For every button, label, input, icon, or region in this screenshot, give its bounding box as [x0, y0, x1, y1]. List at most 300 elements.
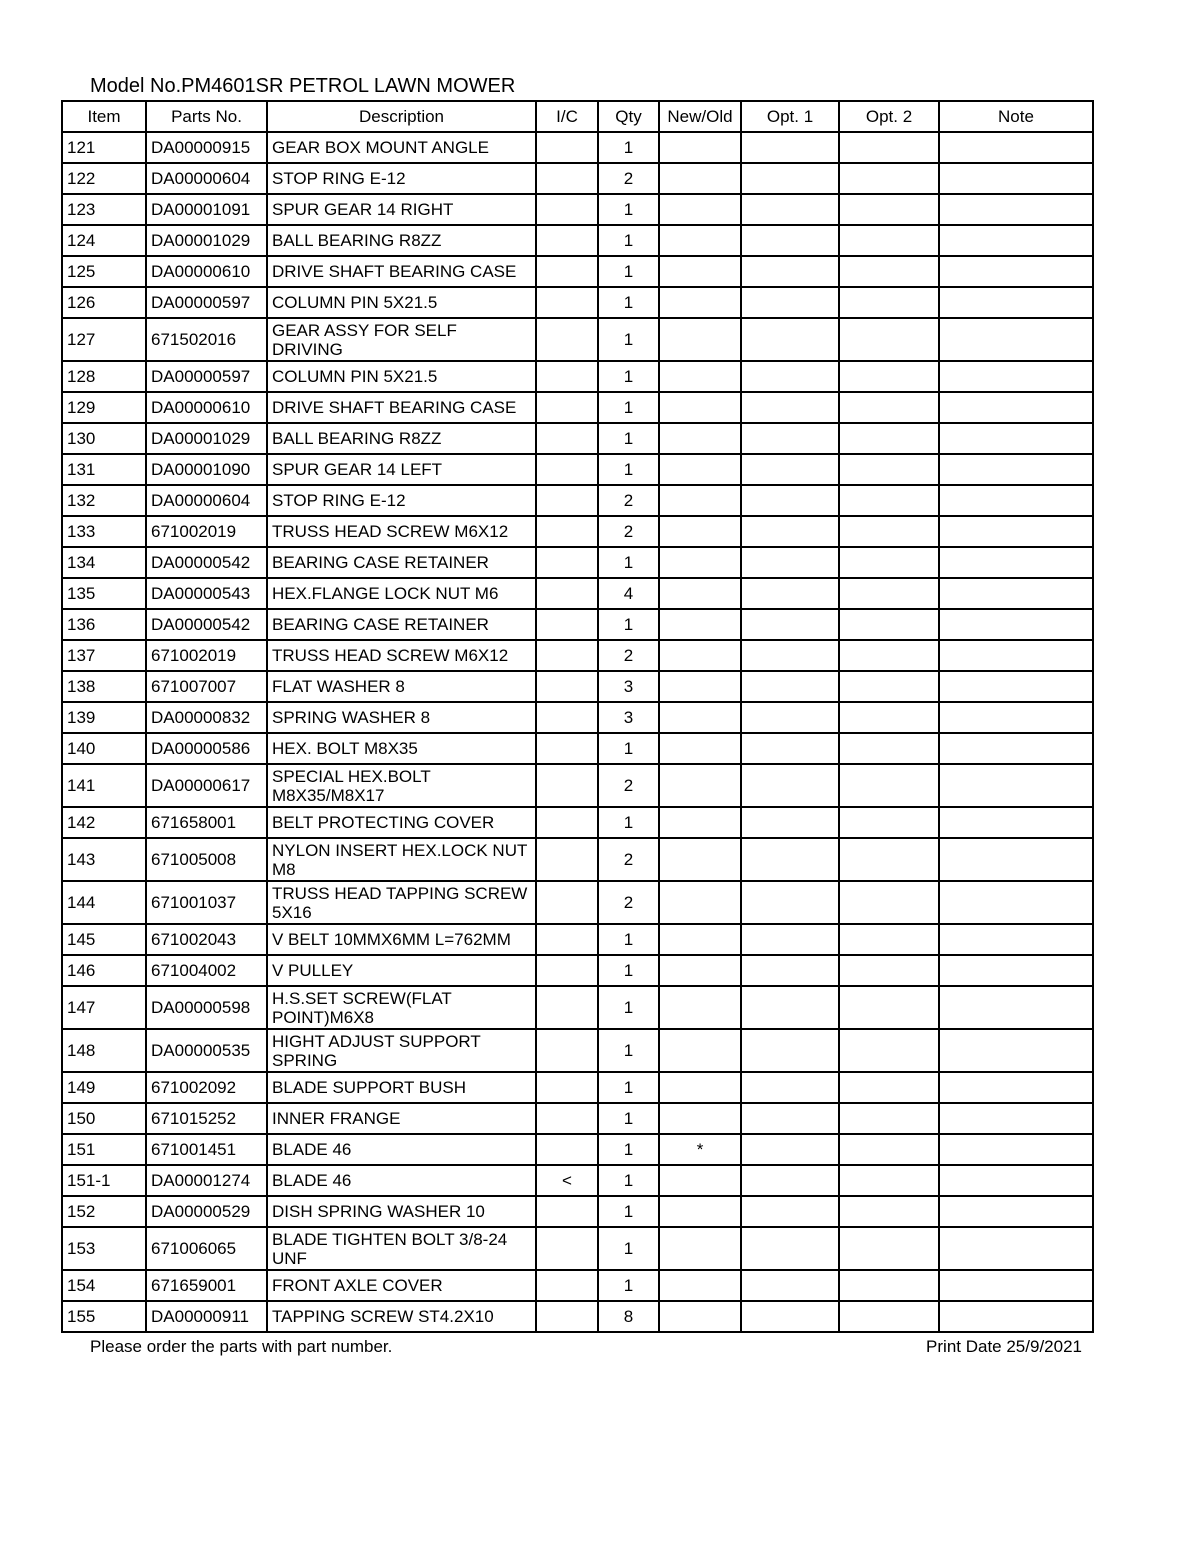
cell-parts-no: DA00000586	[146, 733, 267, 764]
cell-new-old	[659, 1165, 741, 1196]
cell-qty: 1	[598, 955, 659, 986]
cell-new-old	[659, 163, 741, 194]
cell-note	[939, 881, 1093, 924]
cell-parts-no: 671005008	[146, 838, 267, 881]
cell-opt-2	[839, 640, 939, 671]
cell-ic	[536, 1029, 598, 1072]
cell-opt-1	[741, 547, 839, 578]
cell-parts-no: DA00000604	[146, 485, 267, 516]
cell-new-old	[659, 733, 741, 764]
cell-ic	[536, 881, 598, 924]
cell-new-old	[659, 225, 741, 256]
document-title: Model No.PM4601SR PETROL LAWN MOWER	[90, 75, 516, 97]
cell-new-old	[659, 881, 741, 924]
cell-opt-1	[741, 318, 839, 361]
cell-parts-no: DA00001029	[146, 225, 267, 256]
cell-ic	[536, 1134, 598, 1165]
cell-item: 131	[62, 454, 146, 485]
cell-opt-1	[741, 361, 839, 392]
cell-ic	[536, 1196, 598, 1227]
cell-opt-1	[741, 640, 839, 671]
cell-ic	[536, 485, 598, 516]
cell-description: DISH SPRING WASHER 10	[267, 1196, 536, 1227]
cell-ic	[536, 924, 598, 955]
cell-parts-no: DA00000915	[146, 132, 267, 163]
cell-description: GEAR BOX MOUNT ANGLE	[267, 132, 536, 163]
cell-item: 140	[62, 733, 146, 764]
cell-opt-2	[839, 702, 939, 733]
cell-note	[939, 1103, 1093, 1134]
cell-ic	[536, 454, 598, 485]
cell-opt-2	[839, 1165, 939, 1196]
table-row	[62, 454, 1093, 485]
cell-new-old	[659, 454, 741, 485]
cell-item: 145	[62, 924, 146, 955]
cell-item: 152	[62, 1196, 146, 1227]
column-header-ic: I/C	[536, 101, 598, 132]
cell-parts-no: DA00001090	[146, 454, 267, 485]
column-header-opt-1: Opt. 1	[741, 101, 839, 132]
table-row	[62, 485, 1093, 516]
cell-description: SPRING WASHER 8	[267, 702, 536, 733]
cell-parts-no: DA00000610	[146, 256, 267, 287]
cell-item: 127	[62, 318, 146, 361]
cell-description: STOP RING E-12	[267, 485, 536, 516]
cell-new-old	[659, 609, 741, 640]
cell-opt-2	[839, 132, 939, 163]
cell-new-old	[659, 702, 741, 733]
cell-ic	[536, 671, 598, 702]
cell-qty: 1	[598, 1270, 659, 1301]
cell-qty: 2	[598, 485, 659, 516]
cell-opt-2	[839, 1301, 939, 1332]
cell-note	[939, 955, 1093, 986]
cell-qty: 1	[598, 1029, 659, 1072]
cell-new-old	[659, 924, 741, 955]
cell-description: BLADE 46	[267, 1134, 536, 1165]
cell-description: BELT PROTECTING COVER	[267, 807, 536, 838]
cell-parts-no: 671002092	[146, 1072, 267, 1103]
cell-description: COLUMN PIN 5X21.5	[267, 361, 536, 392]
cell-opt-2	[839, 485, 939, 516]
cell-description: V PULLEY	[267, 955, 536, 986]
cell-opt-1	[741, 194, 839, 225]
cell-new-old	[659, 318, 741, 361]
cell-item: 144	[62, 881, 146, 924]
cell-item: 149	[62, 1072, 146, 1103]
cell-note	[939, 609, 1093, 640]
cell-parts-no: DA00001091	[146, 194, 267, 225]
cell-description: HEX.FLANGE LOCK NUT M6	[267, 578, 536, 609]
table-row	[62, 361, 1093, 392]
cell-opt-1	[741, 516, 839, 547]
cell-note	[939, 578, 1093, 609]
print-date: Print Date 25/9/2021	[926, 1337, 1082, 1356]
cell-qty: 1	[598, 1134, 659, 1165]
cell-ic	[536, 361, 598, 392]
table-row	[62, 163, 1093, 194]
cell-parts-no: DA00001029	[146, 423, 267, 454]
cell-new-old	[659, 256, 741, 287]
column-header-note: Note	[939, 101, 1093, 132]
cell-opt-2	[839, 924, 939, 955]
cell-note	[939, 733, 1093, 764]
cell-qty: 2	[598, 163, 659, 194]
cell-new-old	[659, 578, 741, 609]
cell-opt-2	[839, 955, 939, 986]
cell-item: 122	[62, 163, 146, 194]
cell-opt-1	[741, 1103, 839, 1134]
table-row	[62, 764, 1093, 807]
cell-note	[939, 807, 1093, 838]
cell-new-old	[659, 547, 741, 578]
cell-opt-1	[741, 392, 839, 423]
table-row	[62, 1196, 1093, 1227]
cell-new-old	[659, 1196, 741, 1227]
cell-description: TRUSS HEAD SCREW M6X12	[267, 516, 536, 547]
cell-note	[939, 256, 1093, 287]
cell-parts-no: 671002019	[146, 640, 267, 671]
cell-parts-no: DA00000610	[146, 392, 267, 423]
cell-note	[939, 392, 1093, 423]
cell-ic	[536, 132, 598, 163]
table-row	[62, 881, 1093, 924]
table-row	[62, 671, 1093, 702]
cell-qty: 1	[598, 194, 659, 225]
cell-ic	[536, 1301, 598, 1332]
cell-qty: 2	[598, 764, 659, 807]
table-row	[62, 807, 1093, 838]
cell-item: 141	[62, 764, 146, 807]
cell-opt-1	[741, 1227, 839, 1270]
cell-item: 123	[62, 194, 146, 225]
cell-opt-1	[741, 807, 839, 838]
cell-item: 142	[62, 807, 146, 838]
cell-qty: 1	[598, 287, 659, 318]
table-row	[62, 1301, 1093, 1332]
cell-note	[939, 1227, 1093, 1270]
cell-description: FLAT WASHER 8	[267, 671, 536, 702]
cell-item: 126	[62, 287, 146, 318]
cell-opt-1	[741, 485, 839, 516]
cell-ic	[536, 1270, 598, 1301]
cell-ic	[536, 287, 598, 318]
cell-description: DRIVE SHAFT BEARING CASE	[267, 256, 536, 287]
parts-table	[61, 100, 1094, 1333]
table-row	[62, 225, 1093, 256]
cell-qty: 1	[598, 1103, 659, 1134]
cell-ic	[536, 702, 598, 733]
cell-qty: 1	[598, 132, 659, 163]
table-row	[62, 838, 1093, 881]
cell-opt-1	[741, 163, 839, 194]
cell-description: STOP RING E-12	[267, 163, 536, 194]
cell-note	[939, 640, 1093, 671]
cell-note	[939, 764, 1093, 807]
cell-item: 130	[62, 423, 146, 454]
cell-opt-2	[839, 1227, 939, 1270]
cell-opt-2	[839, 1103, 939, 1134]
cell-ic	[536, 986, 598, 1029]
cell-parts-no: DA00000604	[146, 163, 267, 194]
cell-item: 124	[62, 225, 146, 256]
cell-new-old	[659, 1072, 741, 1103]
cell-new-old	[659, 516, 741, 547]
cell-parts-no: 671002043	[146, 924, 267, 955]
cell-parts-no: 671002019	[146, 516, 267, 547]
table-row	[62, 547, 1093, 578]
cell-opt-2	[839, 881, 939, 924]
cell-opt-1	[741, 1072, 839, 1103]
cell-description: TAPPING SCREW ST4.2X10	[267, 1301, 536, 1332]
cell-description: BEARING CASE RETAINER	[267, 609, 536, 640]
cell-description: BLADE 46	[267, 1165, 536, 1196]
cell-qty: 2	[598, 881, 659, 924]
cell-note	[939, 132, 1093, 163]
cell-note	[939, 423, 1093, 454]
cell-opt-2	[839, 423, 939, 454]
cell-opt-1	[741, 955, 839, 986]
cell-new-old	[659, 1227, 741, 1270]
cell-note	[939, 287, 1093, 318]
cell-ic	[536, 578, 598, 609]
cell-opt-1	[741, 1134, 839, 1165]
column-header-parts-no: Parts No.	[146, 101, 267, 132]
cell-description: V BELT 10MMX6MM L=762MM	[267, 924, 536, 955]
table-row	[62, 423, 1093, 454]
table-row	[62, 702, 1093, 733]
cell-ic	[536, 163, 598, 194]
table-row	[62, 516, 1093, 547]
table-row	[62, 955, 1093, 986]
cell-description: BLADE SUPPORT BUSH	[267, 1072, 536, 1103]
table-row	[62, 578, 1093, 609]
cell-new-old	[659, 1270, 741, 1301]
cell-note	[939, 225, 1093, 256]
cell-ic	[536, 194, 598, 225]
cell-item: 137	[62, 640, 146, 671]
cell-opt-1	[741, 578, 839, 609]
cell-parts-no: 671006065	[146, 1227, 267, 1270]
cell-opt-2	[839, 361, 939, 392]
cell-item: 125	[62, 256, 146, 287]
cell-description: FRONT AXLE COVER	[267, 1270, 536, 1301]
cell-opt-2	[839, 733, 939, 764]
cell-ic	[536, 764, 598, 807]
cell-opt-2	[839, 807, 939, 838]
cell-item: 155	[62, 1301, 146, 1332]
cell-qty: 1	[598, 986, 659, 1029]
cell-description: BLADE TIGHTEN BOLT 3/8-24 UNF	[267, 1227, 536, 1270]
column-header-new-old: New/Old	[659, 101, 741, 132]
cell-description: SPECIAL HEX.BOLT M8X35/M8X17	[267, 764, 536, 807]
cell-opt-1	[741, 838, 839, 881]
cell-new-old	[659, 361, 741, 392]
cell-opt-2	[839, 986, 939, 1029]
cell-item: 138	[62, 671, 146, 702]
cell-ic	[536, 1072, 598, 1103]
cell-new-old	[659, 423, 741, 454]
cell-ic	[536, 1227, 598, 1270]
cell-note	[939, 1072, 1093, 1103]
cell-note	[939, 163, 1093, 194]
cell-parts-no: 671015252	[146, 1103, 267, 1134]
cell-opt-1	[741, 609, 839, 640]
cell-new-old	[659, 764, 741, 807]
cell-opt-2	[839, 225, 939, 256]
cell-qty: 3	[598, 702, 659, 733]
cell-opt-2	[839, 609, 939, 640]
cell-qty: 1	[598, 1165, 659, 1196]
cell-qty: 1	[598, 807, 659, 838]
cell-qty: 1	[598, 1072, 659, 1103]
cell-qty: 1	[598, 392, 659, 423]
cell-ic: <	[536, 1165, 598, 1196]
cell-item: 143	[62, 838, 146, 881]
cell-description: HIGHT ADJUST SUPPORT SPRING	[267, 1029, 536, 1072]
cell-opt-2	[839, 578, 939, 609]
cell-description: H.S.SET SCREW(FLAT POINT)M6X8	[267, 986, 536, 1029]
cell-new-old	[659, 392, 741, 423]
cell-new-old	[659, 132, 741, 163]
cell-opt-2	[839, 1270, 939, 1301]
cell-opt-2	[839, 838, 939, 881]
cell-qty: 1	[598, 1196, 659, 1227]
cell-parts-no: DA00000535	[146, 1029, 267, 1072]
table-row	[62, 287, 1093, 318]
cell-new-old	[659, 1103, 741, 1134]
cell-item: 129	[62, 392, 146, 423]
cell-description: COLUMN PIN 5X21.5	[267, 287, 536, 318]
cell-description: DRIVE SHAFT BEARING CASE	[267, 392, 536, 423]
cell-opt-1	[741, 1301, 839, 1332]
cell-qty: 2	[598, 838, 659, 881]
cell-new-old	[659, 838, 741, 881]
cell-parts-no: DA00000832	[146, 702, 267, 733]
cell-ic	[536, 955, 598, 986]
cell-opt-1	[741, 1165, 839, 1196]
cell-opt-1	[741, 881, 839, 924]
cell-opt-1	[741, 132, 839, 163]
cell-opt-2	[839, 1072, 939, 1103]
cell-qty: 2	[598, 516, 659, 547]
cell-item: 147	[62, 986, 146, 1029]
cell-item: 148	[62, 1029, 146, 1072]
table-row	[62, 1103, 1093, 1134]
cell-item: 151	[62, 1134, 146, 1165]
cell-note	[939, 1134, 1093, 1165]
table-row	[62, 924, 1093, 955]
cell-note	[939, 986, 1093, 1029]
cell-qty: 1	[598, 454, 659, 485]
cell-opt-1	[741, 1196, 839, 1227]
cell-opt-2	[839, 516, 939, 547]
cell-opt-2	[839, 318, 939, 361]
cell-qty: 1	[598, 1227, 659, 1270]
cell-item: 133	[62, 516, 146, 547]
cell-ic	[536, 225, 598, 256]
cell-item: 136	[62, 609, 146, 640]
cell-note	[939, 924, 1093, 955]
cell-parts-no: DA00000597	[146, 287, 267, 318]
cell-item: 132	[62, 485, 146, 516]
cell-note	[939, 671, 1093, 702]
cell-item: 135	[62, 578, 146, 609]
cell-qty: 2	[598, 640, 659, 671]
table-row	[62, 132, 1093, 163]
table-row	[62, 1227, 1093, 1270]
cell-description: BEARING CASE RETAINER	[267, 547, 536, 578]
cell-new-old	[659, 1029, 741, 1072]
cell-note	[939, 547, 1093, 578]
cell-item: 150	[62, 1103, 146, 1134]
table-row	[62, 318, 1093, 361]
cell-qty: 8	[598, 1301, 659, 1332]
cell-note	[939, 516, 1093, 547]
cell-parts-no: DA00000529	[146, 1196, 267, 1227]
table-row	[62, 1029, 1093, 1072]
cell-new-old	[659, 1301, 741, 1332]
cell-note	[939, 702, 1093, 733]
cell-note	[939, 838, 1093, 881]
cell-opt-2	[839, 163, 939, 194]
cell-description: SPUR GEAR 14 LEFT	[267, 454, 536, 485]
cell-opt-1	[741, 764, 839, 807]
cell-ic	[536, 733, 598, 764]
cell-opt-1	[741, 287, 839, 318]
cell-ic	[536, 318, 598, 361]
cell-description: INNER FRANGE	[267, 1103, 536, 1134]
cell-new-old	[659, 955, 741, 986]
cell-opt-2	[839, 764, 939, 807]
cell-item: 139	[62, 702, 146, 733]
column-header-opt-2: Opt. 2	[839, 101, 939, 132]
cell-opt-2	[839, 547, 939, 578]
cell-parts-no: 671001037	[146, 881, 267, 924]
cell-qty: 3	[598, 671, 659, 702]
cell-note	[939, 485, 1093, 516]
cell-qty: 1	[598, 318, 659, 361]
cell-opt-1	[741, 733, 839, 764]
cell-new-old	[659, 287, 741, 318]
cell-opt-2	[839, 1134, 939, 1165]
cell-ic	[536, 807, 598, 838]
cell-qty: 1	[598, 547, 659, 578]
cell-description: NYLON INSERT HEX.LOCK NUT M8	[267, 838, 536, 881]
cell-parts-no: 671659001	[146, 1270, 267, 1301]
cell-item: 153	[62, 1227, 146, 1270]
cell-note	[939, 1270, 1093, 1301]
cell-qty: 1	[598, 361, 659, 392]
cell-description: HEX. BOLT M8X35	[267, 733, 536, 764]
column-header-qty: Qty	[598, 101, 659, 132]
cell-parts-no: DA00000911	[146, 1301, 267, 1332]
table-row	[62, 1072, 1093, 1103]
cell-ic	[536, 392, 598, 423]
cell-ic	[536, 1103, 598, 1134]
cell-new-old	[659, 640, 741, 671]
cell-opt-1	[741, 702, 839, 733]
cell-description: BALL BEARING R8ZZ	[267, 423, 536, 454]
cell-parts-no: DA00001274	[146, 1165, 267, 1196]
table-row	[62, 733, 1093, 764]
cell-note	[939, 1196, 1093, 1227]
cell-ic	[536, 256, 598, 287]
table-row	[62, 194, 1093, 225]
cell-new-old	[659, 807, 741, 838]
cell-parts-no: DA00000542	[146, 547, 267, 578]
table-row	[62, 640, 1093, 671]
